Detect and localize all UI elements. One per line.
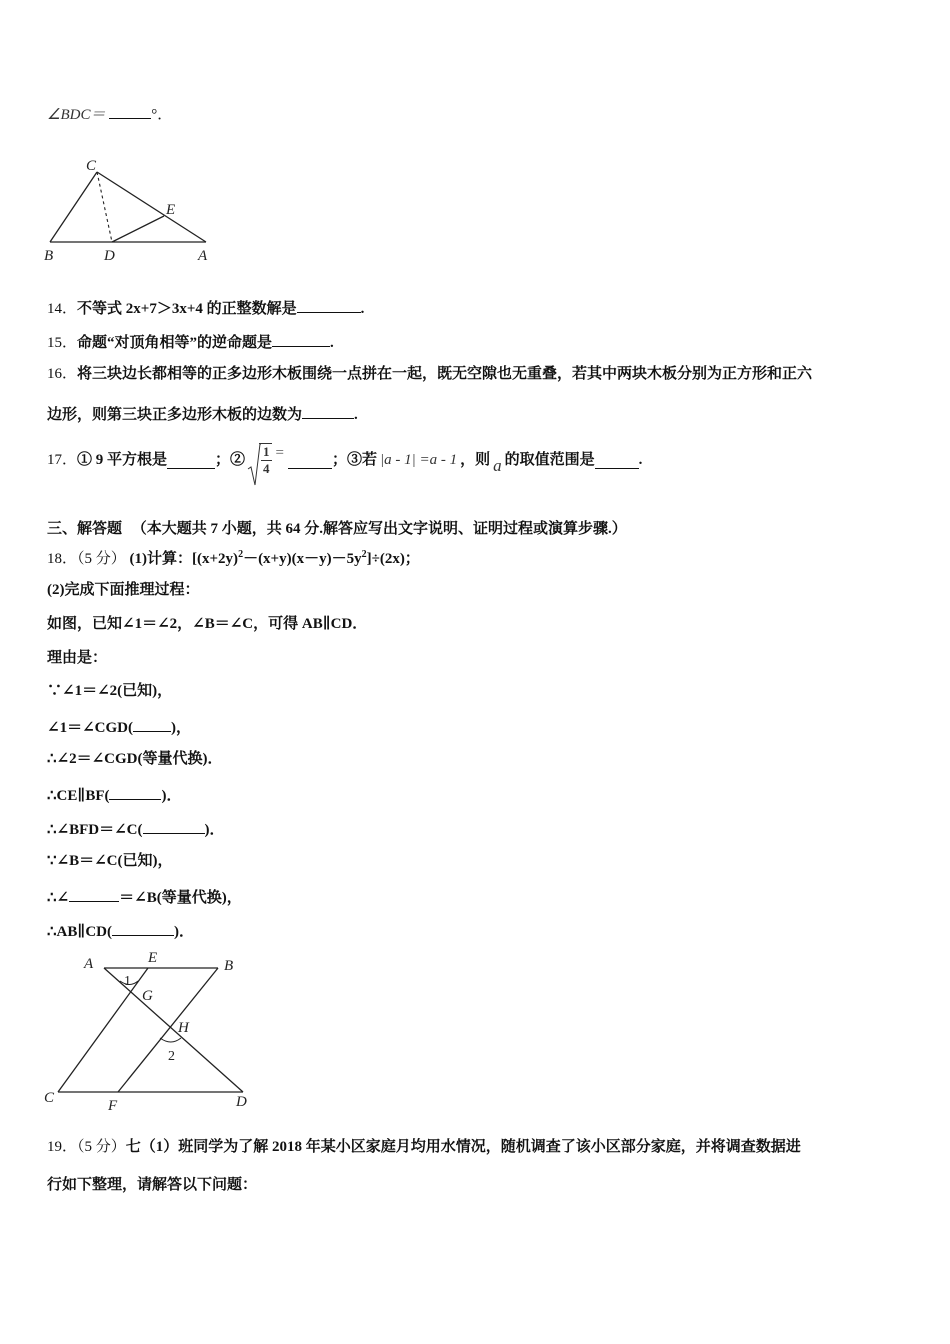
question-17 xyxy=(47,438,642,482)
q17-part2: ；② xyxy=(215,452,246,468)
q18-part2: (2)完成下面推理过程： xyxy=(47,582,200,598)
q17-variable-a: a xyxy=(493,456,502,475)
question-15 xyxy=(47,330,334,353)
label-B: B xyxy=(224,958,234,974)
q17-number: 17． xyxy=(47,452,78,468)
q18-blank-2[interactable] xyxy=(109,783,161,800)
angle-2-arc xyxy=(160,1038,181,1042)
q18-step-3: ∴∠2＝∠CGD(等量代换)． xyxy=(47,751,223,767)
label-C: C xyxy=(44,1090,55,1106)
q18-blank-3[interactable] xyxy=(143,817,205,834)
question-18-part1 xyxy=(47,545,420,569)
q14-text: 不等式 2x+7＞3x+4 的正整数解是 xyxy=(77,301,297,317)
label-H: H xyxy=(178,1020,189,1036)
label-A: A xyxy=(84,956,94,972)
q15-end: . xyxy=(330,335,334,351)
section-3-title: 三、解答题 xyxy=(47,521,123,537)
q17-answer-blank-1[interactable] xyxy=(167,452,215,469)
question-19-line2: 行如下整理，请解答以下问题： xyxy=(47,1177,258,1193)
q17-part3: ；③若 xyxy=(332,452,378,468)
q18-given: 如图，已知∠1＝∠2，∠B＝∠C，可得 AB∥CD． xyxy=(47,616,368,632)
label-1: 1 xyxy=(124,974,131,989)
fraction-numerator: 1 xyxy=(263,444,270,459)
label-D: D xyxy=(104,248,115,264)
section-3-heading xyxy=(47,519,627,539)
q16-end: . xyxy=(354,407,358,423)
q16-answer-blank[interactable] xyxy=(302,402,354,419)
section-3-note: （本大题共 7 小题，共 64 分.解答应写出文字说明、证明过程或演算步骤.） xyxy=(131,521,627,537)
label-F: F xyxy=(108,1098,118,1114)
radical-sign-icon xyxy=(247,443,261,487)
q13-answer-blank[interactable] xyxy=(109,102,151,119)
q15-text: 命题“对顶角相等”的逆命题是 xyxy=(77,335,273,351)
segment-CA xyxy=(97,172,206,242)
q16-text-line2: 边形，则第三块正多边形木板的边数为 xyxy=(47,407,303,423)
q17-answer-blank-3[interactable] xyxy=(595,452,639,469)
q18-score: （5 分） xyxy=(77,551,126,567)
q19-score: （5 分） xyxy=(77,1139,126,1155)
q18-step-1: ∵∠1＝∠2(已知)， xyxy=(47,683,173,699)
label-C: C xyxy=(86,158,97,174)
q18-part1-b: －(x+y)(x－y)－5y xyxy=(243,551,362,567)
q18-sup-2: 2 xyxy=(361,549,367,560)
q13-expression: ∠BDC＝ xyxy=(47,107,106,123)
question-16-line2 xyxy=(47,402,358,425)
q18-number: 18． xyxy=(47,551,78,567)
q13-line xyxy=(47,102,172,125)
q15-answer-blank[interactable] xyxy=(272,330,330,347)
label-G: G xyxy=(142,988,153,1004)
q15-number: 15． xyxy=(47,335,78,351)
q17-abs-condition: |a - 1| =a - 1 xyxy=(380,452,458,468)
sqrt-fraction xyxy=(247,443,272,477)
q14-end: . xyxy=(360,301,365,317)
q18-step-6: ∵∠B＝∠C(已知)， xyxy=(47,853,173,869)
triangle-figure xyxy=(40,150,230,270)
q14-number: 14． xyxy=(47,301,78,317)
parallel-lines-figure xyxy=(38,948,258,1118)
q18-step-4: ∴CE∥BF( )． xyxy=(47,783,181,806)
segment-BF xyxy=(118,968,218,1092)
q17-answer-blank-2[interactable] xyxy=(288,452,332,469)
segment-CB xyxy=(50,172,97,242)
q16-text-line1: 将三块边长都相等的正多边形木板围绕一点拼在一起，既无空隙也无重叠，若其中两块木板分别为正方形和正六 xyxy=(77,366,813,382)
q18-step-8: ∴AB∥CD( )． xyxy=(47,919,194,942)
label-B: B xyxy=(44,248,54,264)
q17-part5: 的取值范围是 xyxy=(504,452,595,468)
q18-blank-5[interactable] xyxy=(112,919,174,936)
label-E: E xyxy=(148,950,158,966)
q17-part4: ，则 xyxy=(460,452,491,468)
segment-CD-dashed xyxy=(97,172,112,242)
label-A: A xyxy=(198,248,208,264)
q19-number: 19． xyxy=(47,1139,78,1155)
q18-step-2: ∠1＝∠CGD( )， xyxy=(47,715,191,738)
q17-part1: ① 9 平方根是 xyxy=(77,452,168,468)
q16-number: 16． xyxy=(47,366,78,382)
q18-sup-1: 2 xyxy=(238,549,244,560)
label-E: E xyxy=(166,202,176,218)
label-2: 2 xyxy=(168,1049,175,1064)
q18-step-5: ∴∠BFD＝∠C( )． xyxy=(47,817,225,840)
fraction-denominator: 4 xyxy=(263,461,270,476)
q19-text-line1: 七（1）班同学为了解 2018 年某小区家庭月均用水情况，随机调查了该小区部分家庭，并将调查数据进 xyxy=(125,1139,801,1155)
question-19-line1 xyxy=(47,1137,801,1157)
question-14 xyxy=(47,296,364,319)
segment-EC xyxy=(58,968,148,1092)
q18-reason-label: 理由是： xyxy=(47,650,108,666)
q18-blank-4[interactable] xyxy=(69,885,119,902)
q18-part1-a: (1)计算：[(x+2y) xyxy=(129,551,239,567)
q17-equals: = xyxy=(275,445,285,461)
q13-tail: °． xyxy=(151,107,173,123)
q17-end: . xyxy=(638,452,643,468)
segment-DE xyxy=(112,216,164,242)
q18-step-7: ∴∠ ＝∠B(等量代换)， xyxy=(47,885,242,908)
q18-blank-1[interactable] xyxy=(133,715,171,732)
question-16-line1 xyxy=(47,364,812,384)
q18-part1-c: ]÷(2x)； xyxy=(366,551,420,567)
q14-answer-blank[interactable] xyxy=(297,296,361,313)
label-D: D xyxy=(236,1094,247,1110)
